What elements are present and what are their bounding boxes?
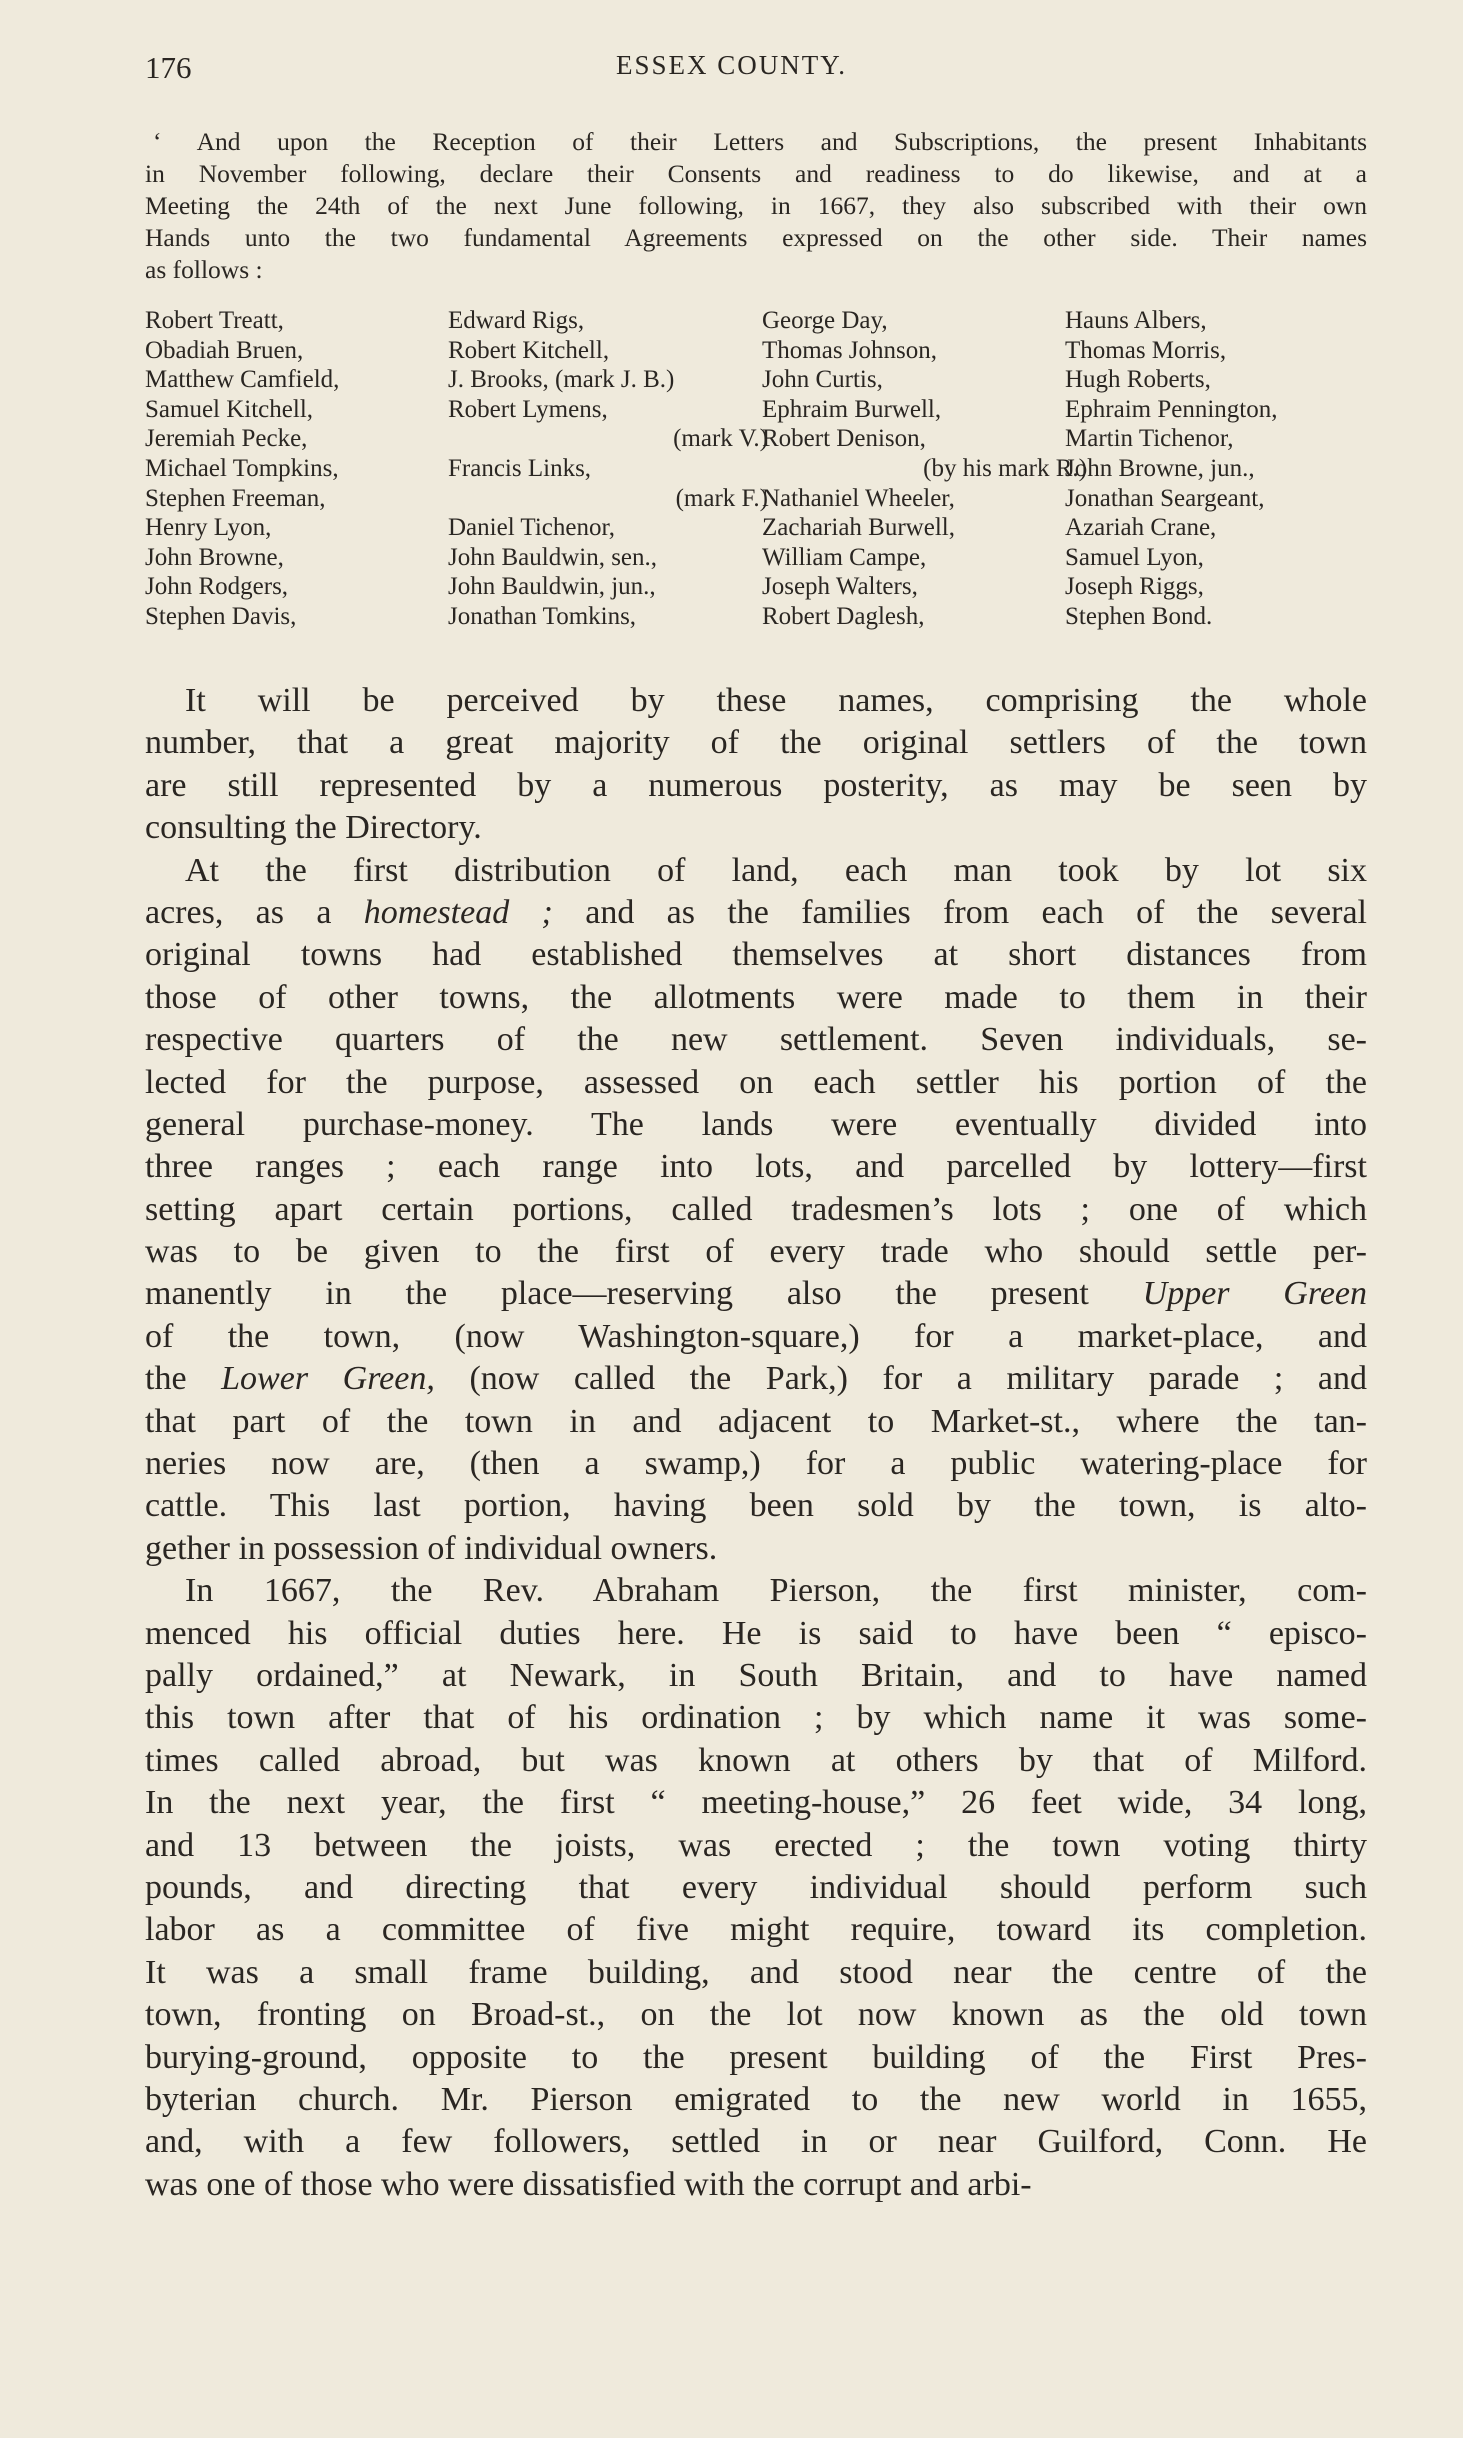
signatory-name: George Day, <box>762 307 888 334</box>
text-run: (now called the Park,) for a military parade ; and <box>434 1360 1368 1398</box>
body-line <box>145 1655 1367 1697</box>
intro-line: ‘ And upon the Reception of their Letters and Subscriptions, the present Inhabitants <box>153 127 1367 156</box>
running-header: ESSEX COUNTY. <box>615 50 848 80</box>
signatory-name: John Curtis, <box>762 366 883 394</box>
signatory-name: (mark V.) <box>673 425 768 453</box>
signatory-name: Robert Daglesh, <box>762 602 925 630</box>
signatory-name: Robert Treatt, <box>145 307 284 334</box>
body-line <box>145 1443 1367 1485</box>
intro-line: in November following, declare their Consents and readiness to do likewise, and at a <box>145 159 1367 188</box>
signatory-name: Robert Denison, <box>762 425 926 453</box>
body-line <box>145 1189 1367 1231</box>
text-run: and, with a few followers, settled in or near Guilford, Conn. He <box>145 2123 1367 2161</box>
text-run: those of other towns, the allotments were made to them in their <box>145 978 1367 1016</box>
text-run: At the first distribution of land, each man took by lot six <box>185 851 1367 889</box>
signatory-name: Joseph Walters, <box>762 573 918 601</box>
text-run: pounds, and directing that every individual should perform such <box>145 1868 1367 1906</box>
text-run: lected for the purpose, assessed on each settler his portion of the <box>145 1063 1367 1101</box>
body-line <box>145 1358 1367 1400</box>
text-run: three ranges ; each range into lots, and parcelled by lottery—first <box>145 1148 1367 1186</box>
signatory-name: Joseph Riggs, <box>1065 573 1204 601</box>
text-run: It was a small frame building, and stood near the centre of the <box>145 1953 1367 1991</box>
text-run: and as the families from each of the several <box>552 893 1367 931</box>
signatory-name: Francis Links, <box>448 454 592 482</box>
signatory-name: Henry Lyon, <box>145 514 272 542</box>
italic-text: Upper Green <box>1142 1275 1367 1313</box>
body-line <box>145 1401 1367 1443</box>
body-line <box>145 850 1367 892</box>
body-line <box>145 892 1367 934</box>
text-run: acres, as a <box>145 893 364 931</box>
body-line <box>145 2037 1367 2079</box>
body-text <box>145 680 1367 2206</box>
body-line <box>145 1316 1367 1358</box>
text-run: It will be perceived by these names, comprising the whole <box>185 682 1367 719</box>
body-line <box>145 765 1367 807</box>
signatory-name: Azariah Crane, <box>1065 514 1217 542</box>
body-line <box>145 2164 1367 2206</box>
text-run: general purchase-money. The lands were eventually divided into <box>145 1105 1367 1143</box>
signatory-name: Obadiah Bruen, <box>145 336 304 364</box>
text-run: respective quarters of the new settlement. Seven individuals, se- <box>145 1021 1367 1059</box>
body-line <box>145 1104 1367 1146</box>
body-line <box>145 1782 1367 1824</box>
signatory-name: Michael Tompkins, <box>145 454 339 482</box>
body-line <box>145 807 1367 849</box>
signatory-name: John Bauldwin, jun., <box>448 573 656 601</box>
signatory-name: Zachariah Burwell, <box>762 514 955 542</box>
signatory-name: Stephen Davis, <box>145 602 297 630</box>
signatory-name: (mark F.) <box>675 484 768 512</box>
signatory-name: Robert Kitchell, <box>448 336 610 364</box>
signatory-name: Thomas Morris, <box>1065 336 1227 364</box>
body-line <box>145 1485 1367 1527</box>
body-line <box>145 1909 1367 1951</box>
text-run: consulting the Directory. <box>145 809 482 847</box>
text-run: labor as a committee of five might require, toward its completion. <box>145 1911 1367 1949</box>
text-run: and 13 between the joists, was erected ; the town voting thirty <box>145 1826 1367 1864</box>
text-run: that part of the town in and adjacent to Market-st., where the tan- <box>145 1402 1367 1440</box>
signatory-name: Robert Lymens, <box>448 395 608 423</box>
body-line <box>145 722 1367 764</box>
signatory-name: Edward Rigs, <box>448 307 585 334</box>
page-number: 176 <box>145 50 192 85</box>
signatory-name: Thomas Johnson, <box>762 336 937 364</box>
signatory-name: Matthew Camfield, <box>145 366 340 394</box>
body-line <box>145 977 1367 1019</box>
body-line <box>145 1019 1367 1061</box>
text-run: menced his official duties here. He is said to have been “ episco- <box>145 1614 1367 1652</box>
intro-line: Meeting the 24th of the next June following, in 1667, they also subscribed with their own <box>145 191 1367 220</box>
signatory-name: Martin Tichenor, <box>1065 425 1234 453</box>
text-run: number, that a great majority of the original settlers of the town <box>145 724 1367 762</box>
signatory-name: Jonathan Seargeant, <box>1065 484 1265 512</box>
text-run: times called abroad, but was known at others by that of Milford. <box>145 1741 1367 1779</box>
text-run: cattle. This last portion, having been sold by the town, is alto- <box>145 1487 1367 1525</box>
body-line <box>145 1570 1367 1612</box>
signatory-name: Stephen Freeman, <box>145 484 326 512</box>
signatory-name: Hugh Roberts, <box>1065 366 1211 394</box>
signatory-name: John Bauldwin, sen., <box>448 543 658 571</box>
text-run: In the next year, the first “ meeting-house,” 26 feet wide, 34 long, <box>145 1784 1367 1822</box>
text-run: pally ordained,” at Newark, in South Britain, and to have named <box>145 1656 1367 1694</box>
body-line <box>145 1146 1367 1188</box>
text-run: In 1667, the Rev. Abraham Pierson, the first minister, com- <box>185 1572 1367 1610</box>
signatory-name: Jonathan Tomkins, <box>448 602 637 630</box>
signatory-name: John Rodgers, <box>145 573 289 601</box>
intro-line: Hands unto the two fundamental Agreements expressed on the other side. Their names <box>145 223 1367 252</box>
body-line <box>145 1825 1367 1867</box>
italic-text: homestead ; <box>363 893 553 931</box>
body-line <box>145 2079 1367 2121</box>
text-run: was one of those who were dissatisfied with the corrupt and arbi- <box>145 2165 1032 2203</box>
signatory-name: John Browne, <box>145 543 284 571</box>
signatory-name: John Browne, jun., <box>1065 454 1255 482</box>
text-run: original towns had established themselves at short distances from <box>145 936 1367 974</box>
signatory-name: J. Brooks, (mark J. B.) <box>448 366 675 394</box>
signatory-name: Samuel Kitchell, <box>145 395 314 423</box>
body-line <box>145 1697 1367 1739</box>
text-run: neries now are, (then a swamp,) for a public watering-place for <box>145 1445 1367 1483</box>
body-line <box>145 1528 1367 1570</box>
text-run: this town after that of his ordination ; by which name it was some- <box>145 1699 1367 1737</box>
text-run: manently in the place—reserving also the present <box>145 1275 1143 1313</box>
signatory-name: William Campe, <box>762 543 927 571</box>
body-line <box>145 1231 1367 1273</box>
body-line <box>145 1613 1367 1655</box>
body-line <box>145 1740 1367 1782</box>
body-line <box>145 1273 1367 1315</box>
text-run: the <box>145 1360 222 1398</box>
text-run: gether in possession of individual owners. <box>145 1529 718 1567</box>
italic-text: Lower Green, <box>221 1360 435 1398</box>
signatory-name: Stephen Bond. <box>1065 602 1213 630</box>
signatory-name: Jeremiah Pecke, <box>145 425 308 453</box>
body-line <box>145 934 1367 976</box>
body-line <box>145 1062 1367 1104</box>
signatory-name: Nathaniel Wheeler, <box>762 484 955 512</box>
body-line <box>145 1867 1367 1909</box>
text-run: town, fronting on Broad-st., on the lot now known as the old town <box>145 1996 1367 2034</box>
text-run: byterian church. Mr. Pierson emigrated to the new world in 1655, <box>145 2080 1367 2118</box>
text-run: burying-ground, opposite to the present building of the First Pres- <box>145 2038 1367 2076</box>
body-line <box>145 1994 1367 2036</box>
intro-line: as follows : <box>145 255 263 284</box>
signatory-name: Samuel Lyon, <box>1065 543 1204 571</box>
body-line <box>145 680 1367 722</box>
text-run: of the town, (now Washington-square,) for a market-place, and <box>145 1317 1367 1355</box>
intro-paragraph <box>145 126 1367 286</box>
body-line <box>145 2121 1367 2163</box>
text-run: are still represented by a numerous posterity, as may be seen by <box>145 766 1367 804</box>
signatory-name: Ephraim Burwell, <box>762 395 942 423</box>
signatory-name: Hauns Albers, <box>1065 307 1207 334</box>
text-run: was to be given to the first of every trade who should settle per- <box>145 1233 1367 1271</box>
body-line <box>145 1952 1367 1994</box>
text-run: setting apart certain portions, called tradesmen’s lots ; one of which <box>145 1190 1367 1228</box>
signatory-name: Daniel Tichenor, <box>448 514 616 542</box>
signatory-name: Ephraim Pennington, <box>1065 395 1278 423</box>
signatory-name: (by his mark R.) <box>923 454 1087 482</box>
